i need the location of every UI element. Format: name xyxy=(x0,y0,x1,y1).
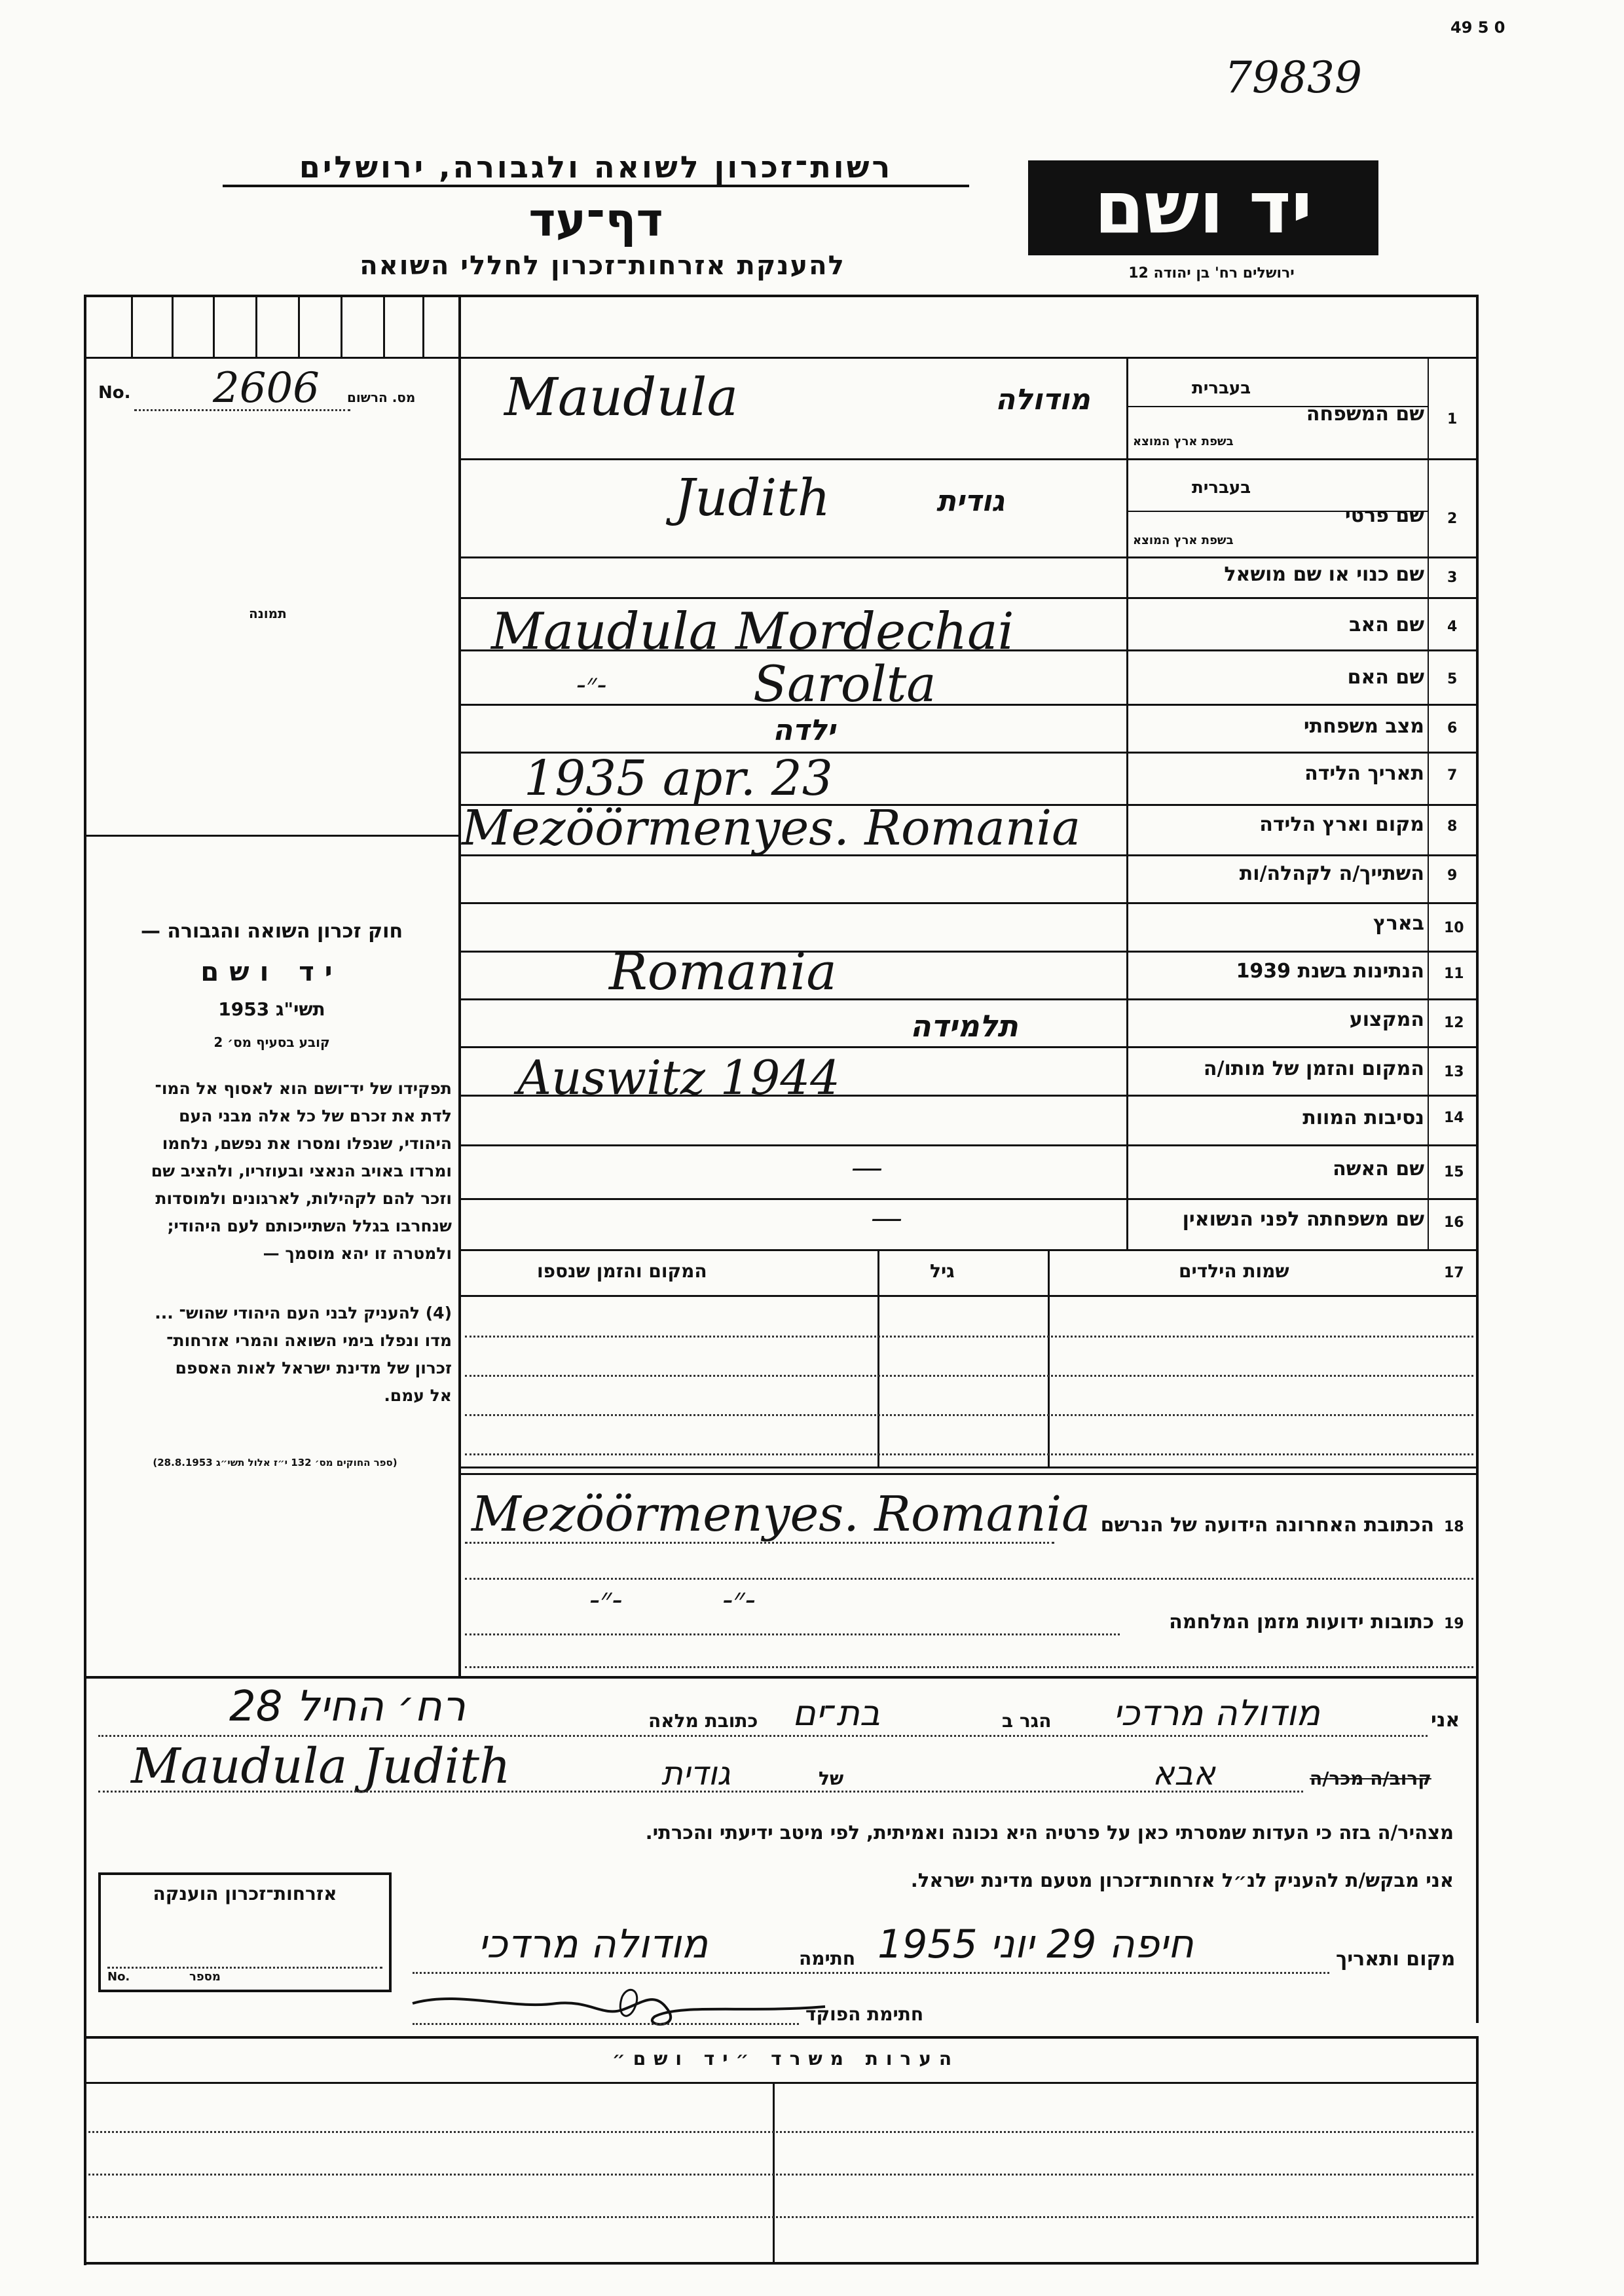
first-name-value-hebrew: גודית xyxy=(936,484,1005,518)
officer-signature-stroke xyxy=(413,1999,825,2024)
law-paragraph-2 xyxy=(98,1300,452,1410)
field-num: 18 xyxy=(1444,1519,1464,1535)
decl-relation: אבא xyxy=(1153,1755,1215,1793)
decl-city: בת־ים xyxy=(792,1692,881,1734)
field-num: 8 xyxy=(1447,818,1458,835)
birth-place-value: Mezöörmenyes. Romania xyxy=(462,800,1081,856)
field-label-birth-place: מקום וארץ הלידה xyxy=(1259,813,1424,836)
law-line: לדת את זכרם של כל אלה מבני העם xyxy=(179,1106,452,1125)
field-label-family-status: מצב משפחתי xyxy=(1303,715,1424,738)
field-num: 9 xyxy=(1447,867,1458,884)
decl-deceased-heb: גודית xyxy=(661,1755,731,1793)
decl-name: מודולה מרדכי xyxy=(1113,1692,1320,1734)
law-paragraph-1 xyxy=(98,1075,452,1267)
file-number: 79839 xyxy=(1225,52,1362,103)
field-sub-hebrew: בעברית xyxy=(1192,478,1251,498)
field-num: 7 xyxy=(1447,767,1458,784)
first-name-value: Judith xyxy=(674,469,830,528)
field-label-father: שם האב xyxy=(1349,613,1424,636)
law-line: היהודי, שנפלו ומסרו את נפשם, נלחמו xyxy=(162,1134,452,1153)
law-line: ומרדו באויב הנאצי ובעוזריו, ולהציב שם xyxy=(151,1161,452,1180)
field-sub-hebrew: בעברית xyxy=(1192,378,1251,398)
law-year-gregorian: 1953 xyxy=(218,998,270,1020)
field-label-birth-date: תאריך הלידה xyxy=(1304,762,1424,785)
law-year xyxy=(98,998,445,1020)
field-num: 14 xyxy=(1444,1110,1464,1126)
field-label-wife: שם האשה xyxy=(1333,1157,1424,1180)
law-line: ולמטרה זו יהא מוסמך — xyxy=(263,1244,452,1263)
logo-address: ירושלים רח' בן יהודה 12 xyxy=(1128,265,1295,282)
field-num: 13 xyxy=(1444,1064,1464,1080)
field-num: 4 xyxy=(1447,619,1458,635)
form-subtitle: להענקת אזרחות־זכרון לחללי השואה xyxy=(360,251,845,281)
yad-vashem-logo: יד ושם xyxy=(1028,160,1378,255)
officer-signature xyxy=(406,1977,838,2036)
field-num: 10 xyxy=(1444,920,1464,936)
law-line: (4) להעניק לבני העם היהודי שהוש־ ... xyxy=(155,1303,452,1322)
law-line: אל עמם. xyxy=(384,1386,452,1405)
death-place-value: Auswitz 1944 xyxy=(517,1050,840,1105)
decl-full-address-label: כתובת מלאה xyxy=(648,1710,758,1732)
field-num: 6 xyxy=(1447,720,1458,737)
field-label-country: בארץ xyxy=(1373,912,1424,935)
law-name: יד ושם xyxy=(200,957,343,987)
field-label-last-address: הכתובת האחרונה הידועה של הנרשם xyxy=(1100,1514,1434,1537)
field-num: 2 xyxy=(1447,511,1458,527)
father-value: Maudula Mordechai xyxy=(491,602,1014,661)
field-label-nickname: שם כנוי או שם מושאל xyxy=(1224,563,1424,586)
field-label-citizenship-1939: הנתינות בשנת 1939 xyxy=(1236,960,1424,983)
law-line: זכרון של מדינת ישראל לאות האספם xyxy=(175,1358,452,1377)
field-num: 15 xyxy=(1444,1164,1464,1180)
decl-statement-1: מצהיר/ה בזה כי העדות שמסרתי כאן על פרטיה היא נכונה ואמיתית, לפי מיטב ידיעתי והכרתי. xyxy=(645,1821,1454,1844)
law-clause: קובע בסעיף מס׳ 2 xyxy=(213,1034,330,1050)
law-line: תפקידו של יד־ושם הוא לאסוף אל המו־ xyxy=(155,1079,452,1098)
children-place-header: המקום והזמן שנספו xyxy=(537,1260,707,1282)
field-label-death-circumstances: נסיבות המוות xyxy=(1302,1106,1424,1129)
field-sub-origin: בשפת ארץ המוצא xyxy=(1133,534,1234,547)
citizenship-box xyxy=(98,1872,392,1992)
law-year-heb: תשי"ג xyxy=(275,998,325,1020)
place-date-value: חיפה 29 יוני 1955 xyxy=(877,1922,1194,1967)
corner-number: 49 5 0 xyxy=(1450,18,1505,37)
field-label-mother: שם האם xyxy=(1347,666,1424,689)
wife-value: — xyxy=(851,1149,883,1186)
citizenship-box-title: אזרחות־זכרון הוענקה xyxy=(153,1883,337,1904)
birth-date-value: 1935 apr. 23 xyxy=(524,750,833,807)
registration-label: מס. הרשום xyxy=(347,390,416,405)
decl-deceased-latin: Maudula Judith xyxy=(131,1738,511,1795)
field-num: 1 xyxy=(1447,411,1458,428)
surname-value: Maudula xyxy=(504,367,739,428)
officer-signature-loop xyxy=(620,1990,637,2016)
signature-value: מודולה מרדכי xyxy=(478,1922,709,1967)
last-address-value: Mezöörmenyes. Romania xyxy=(471,1486,1091,1542)
decl-resides: הגר ב xyxy=(1002,1710,1052,1732)
wartime-addresses-value: -״- -״- xyxy=(589,1581,756,1618)
surname-value-hebrew: מודולה xyxy=(995,383,1090,416)
decl-statement-2: אני מבקש/ת להעניק לנ״ל אזרחות־זכרון מטעם מדינת ישראל. xyxy=(910,1869,1454,1891)
field-num: 3 xyxy=(1447,570,1458,586)
decl-relative-label: קרוב/ה מכר/ה xyxy=(1310,1768,1431,1789)
children-names-header: שמות הילדים xyxy=(1179,1260,1289,1282)
law-line: שנחרבו בגלל השתייכותם לעם היהודי; xyxy=(167,1216,452,1235)
mother-value: Sarolta xyxy=(753,655,936,713)
field-num: 16 xyxy=(1444,1214,1464,1231)
field-num: 5 xyxy=(1447,671,1458,687)
authority-name: רשות־זכרון לשואה ולגבורה, ירושלים xyxy=(223,149,969,187)
field-num: 12 xyxy=(1444,1015,1464,1031)
law-source: (ספר החוקים מס׳ 132 י״ז אלול תשי״ג 28.8.1953) xyxy=(153,1457,397,1468)
citizenship-no-label: No. xyxy=(107,1970,130,1984)
decl-street: רח׳ החיל 28 xyxy=(229,1683,466,1731)
form-title: דף־עד xyxy=(528,193,663,247)
citizenship-no-heb: מספר xyxy=(189,1970,221,1984)
field-sub-origin: בשפת ארץ המוצא xyxy=(1133,435,1234,448)
field-label-wartime-addresses: כתובות ידועות מזמן המלחמה xyxy=(1169,1611,1434,1633)
office-notes-title: הערות משרד ״יד ושם״ xyxy=(612,2048,960,2069)
law-line: מדו ונפלו בימי השואה והמרי אזרחות־ xyxy=(166,1331,452,1350)
registration-number: 2606 xyxy=(213,364,320,412)
field-label-profession: המקצוע xyxy=(1349,1008,1424,1031)
field-num: 19 xyxy=(1444,1616,1464,1632)
citizenship-value: Romania xyxy=(609,943,837,1002)
field-num: 11 xyxy=(1444,966,1464,982)
photo-label: תמונה xyxy=(249,606,287,621)
profession-value: תלמידה xyxy=(910,1008,1018,1044)
maiden-name-value: — xyxy=(871,1199,902,1236)
mother-value-prefix: -״- xyxy=(576,668,607,701)
place-date-label: מקום ותאריך xyxy=(1336,1948,1456,1971)
registration-no-label: No. xyxy=(98,383,131,403)
law-title: חוק זכרון השואה והגבורה — xyxy=(140,920,403,943)
decl-of-label: של xyxy=(819,1768,844,1789)
field-label-death-place: המקום והזמן של מותו/ה xyxy=(1203,1057,1424,1080)
law-line: וזכר להם לקהילות, לארגונים ולמוסדות xyxy=(155,1189,452,1208)
field-label-community: השתייך/ה לקהלה/ות xyxy=(1239,862,1424,885)
decl-i: אני xyxy=(1431,1709,1460,1732)
field-num: 17 xyxy=(1444,1265,1464,1281)
officer-signature-label: חתימת הפוקד xyxy=(805,2003,924,2025)
family-status-value: ילדה xyxy=(773,714,836,747)
field-label-surname: שם המשפחה xyxy=(1306,403,1424,426)
field-label-first-name: שם פרטי xyxy=(1344,504,1424,527)
signature-label: חתימה xyxy=(799,1948,856,1969)
children-age-header: גיל xyxy=(930,1260,955,1282)
field-label-maiden-name: שם משפחתה לפני הנשואין xyxy=(1182,1208,1424,1231)
